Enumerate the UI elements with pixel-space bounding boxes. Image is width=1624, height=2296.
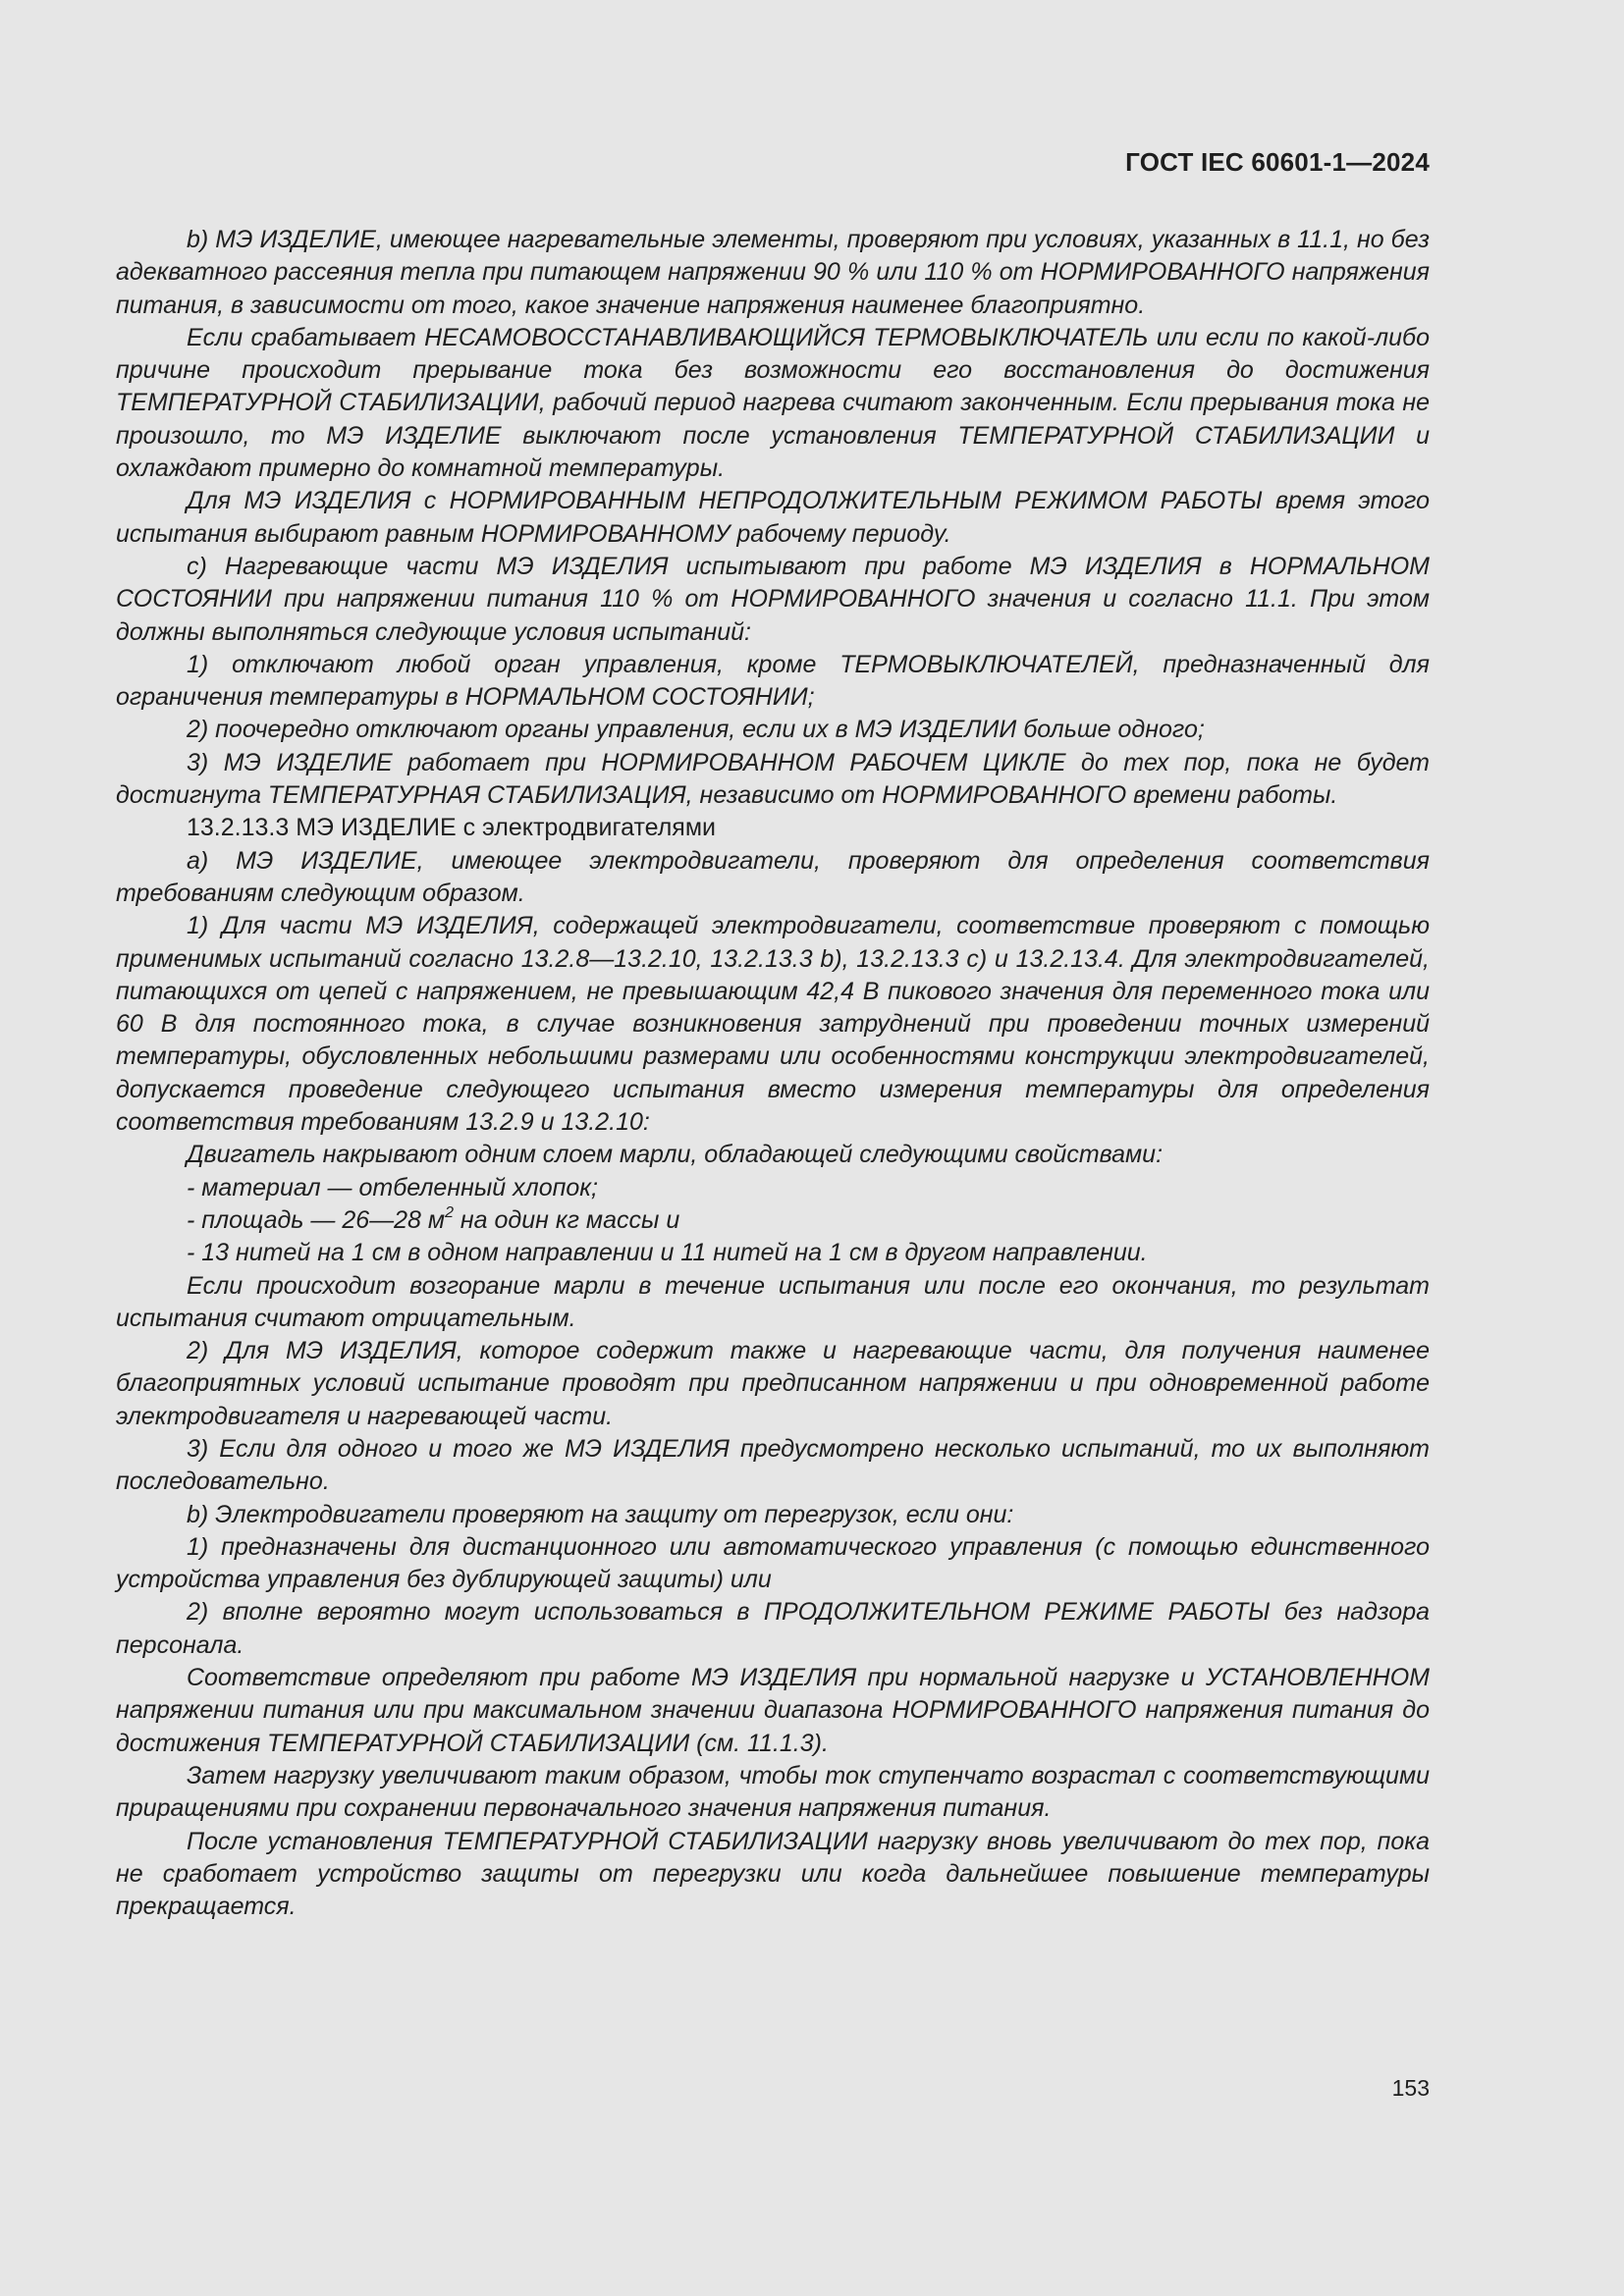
paragraph: b) МЭ ИЗДЕЛИЕ, имеющее нагревательные элементы, проверяют при условиях, указанных в 11.1, но без адекватного рассеяния тепла при питающем напряжении 90 % или 110 % от НОРМИРОВАННОГО напряжения питания, в зависимости от того, какое значение напряжения наименее благоприятно. [116,226,1430,319]
paragraph: Если происходит возгорание марли в течение испытания или после его окончания, то результат испытания считают отрицательным. [116,1271,1430,1332]
paragraph: 1) предназначены для дистанционного или автоматического управления (с помощью единственного устройства управления без дублирующей защиты) или [116,1532,1430,1594]
list-item [116,1204,1430,1237]
paragraph: Соответствие определяют при работе МЭ ИЗДЕЛИЯ при нормальной нагрузке и УСТАНОВЛЕННОМ напряжении питания или при максимальном значении диапазона НОРМИРОВАННОГО напряжения питания до достижения ТЕМПЕРАТУРНОЙ СТАБИЛИЗАЦИИ (см. 11.1.3). [116,1664,1430,1757]
document-header: ГОСТ IEC 60601-1—2024 [1125,147,1430,177]
paragraph: 2) вполне вероятно могут использоваться в ПРОДОЛЖИТЕЛЬНОМ РЕЖИМЕ РАБОТЫ без надзора персонала. [116,1598,1430,1659]
paragraph: После установления ТЕМПЕРАТУРНОЙ СТАБИЛИЗАЦИИ нагрузку вновь увеличивают до тех пор, пока не сработает устройство защиты от перегрузки или когда дальнейшее повышение температуры прекращается. [116,1827,1430,1921]
document-body [116,224,1430,1923]
paragraph: 1) Для части МЭ ИЗДЕЛИЯ, содержащей электродвигатели, соответствие проверяют с помощью применимых испытаний согласно 13.2.8—13.2.10, 13.2.13.3 b), 13.2.13.3 c) и 13.2.13.4. Для электродвигателей, питающихся от цепей с напряжением, не превышающим 42,4 В пикового значения для переменного тока или 60 В для постоянного тока, в случае возникновения затруднений при проведении точных измерений температуры, обусловленных небольшими размерами или особенностями конструкции электродвигателей, допускается проведение следующего испытания вместо измерения температуры для определения соответствия требованиям 13.2.9 и 13.2.10: [116,912,1430,1137]
list-item-text: - площадь — 26—28 м [187,1205,446,1234]
paragraph: 2) поочередно отключают органы управления, если их в МЭ ИЗДЕЛИИ больше одного; [187,716,1205,744]
list-item: - материал — отбеленный хлопок; [187,1173,599,1201]
paragraph: 2) Для МЭ ИЗДЕЛИЯ, которое содержит также и нагревающие части, для получения наименее благоприятных условий испытание проводят при предписанном напряжении и при одновременной работе электродвигателя и нагревающей части. [116,1337,1430,1430]
paragraph: c) Нагревающие части МЭ ИЗДЕЛИЯ испытывают при работе МЭ ИЗДЕЛИЯ в НОРМАЛЬНОМ СОСТОЯНИИ при напряжении питания 110 % от НОРМИРОВАННОГО значения и согласно 11.1. При этом должны выполняться следующие условия испытаний: [116,552,1430,646]
list-item: - 13 нитей на 1 см в одном направлении и 11 нитей на 1 см в другом направлении. [187,1239,1148,1267]
superscript: 2 [445,1203,454,1221]
paragraph: Двигатель накрывают одним слоем марли, обладающей следующими свойствами: [187,1141,1164,1169]
paragraph: Если срабатывает НЕСАМОВОССТАНАВЛИВАЮЩИЙСЯ ТЕРМОВЫКЛЮЧАТЕЛЬ или если по какой-либо причине происходит прерывание тока без возможности его восстановления до достижения ТЕМПЕРАТУРНОЙ СТАБИЛИЗАЦИИ, рабочий период нагрева считают законченным. Если прерывания тока не произошло, то МЭ ИЗДЕЛИЕ выключают после установления ТЕМПЕРАТУРНОЙ СТАБИЛИЗАЦИИ и охлаждают примерно до комнатной температуры. [116,323,1430,483]
paragraph: Для МЭ ИЗДЕЛИЯ с НОРМИРОВАННЫМ НЕПРОДОЛЖИТЕЛЬНЫМ РЕЖИМОМ РАБОТЫ время этого испытания выбирают равным НОРМИРОВАННОМУ рабочему периоду. [116,487,1430,548]
paragraph: b) Электродвигатели проверяют на защиту от перегрузок, если они: [187,1500,1014,1528]
section-heading: 13.2.13.3 МЭ ИЗДЕЛИЕ с электродвигателями [187,814,716,842]
list-item-text: на один кг массы и [453,1205,680,1234]
paragraph: 3) Если для одного и того же МЭ ИЗДЕЛИЯ предусмотрено несколько испытаний, то их выполняют последовательно. [116,1434,1430,1496]
paragraph: 1) отключают любой орган управления, кроме ТЕРМОВЫКЛЮЧАТЕЛЕЙ, предназначенный для ограничения температуры в НОРМАЛЬНОМ СОСТОЯНИИ; [116,650,1430,712]
paragraph: 3) МЭ ИЗДЕЛИЕ работает при НОРМИРОВАННОМ РАБОЧЕМ ЦИКЛЕ до тех пор, пока не будет достигнута ТЕМПЕРАТУРНАЯ СТАБИЛИЗАЦИЯ, независимо от НОРМИРОВАННОГО времени работы. [116,748,1430,810]
page-number: 153 [1391,2075,1430,2101]
paragraph: Затем нагрузку увеличивают таким образом, чтобы ток ступенчато возрастал с соответствующими приращениями при сохранении первоначального значения напряжения питания. [116,1761,1430,1823]
paragraph: a) МЭ ИЗДЕЛИЕ, имеющее электродвигатели, проверяют для определения соответствия требованиям следующим образом. [116,846,1430,907]
